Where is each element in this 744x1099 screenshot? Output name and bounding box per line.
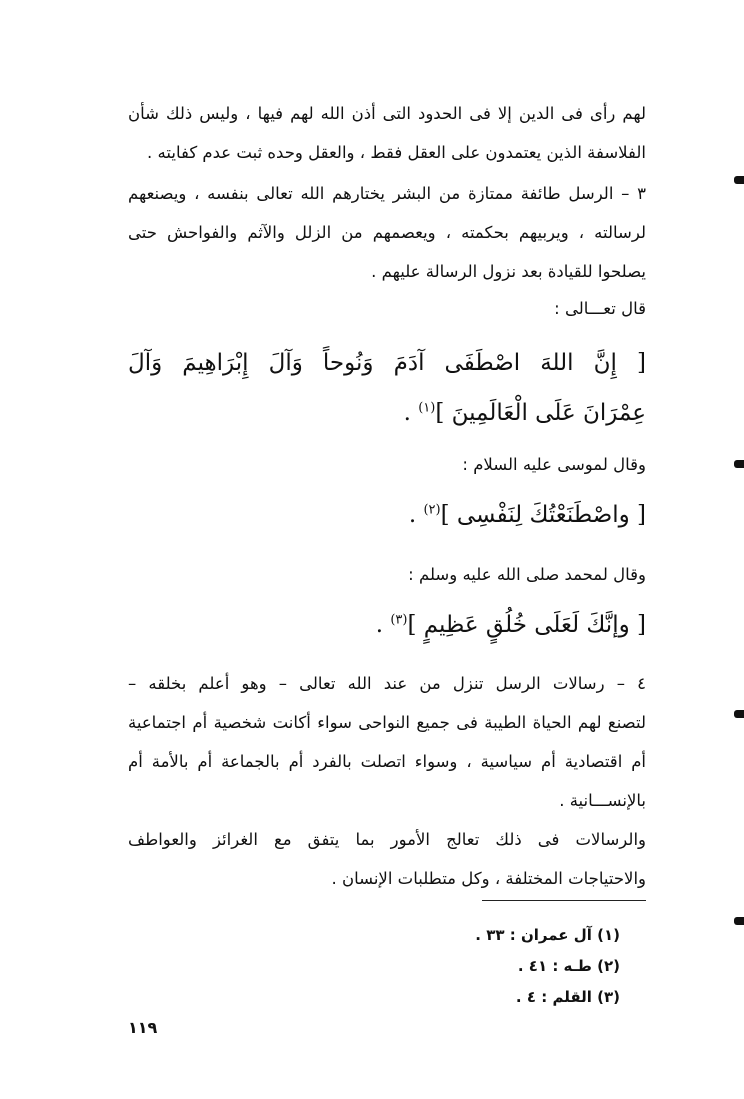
footnote-item: (١) آل عمران : ٣٣ . xyxy=(475,926,620,944)
footnotes xyxy=(440,920,620,1013)
paragraph-3 xyxy=(128,174,646,291)
verse-end: . xyxy=(403,400,411,426)
scan-edge-mark xyxy=(734,460,744,468)
quran-verse-2 xyxy=(128,495,646,535)
text-line: قال تعـــالى : xyxy=(554,299,646,318)
text-line: لهم رأى فى الدين إلا فى الحدود التى أذن الله لهم فيها ، وليس ذلك شأن xyxy=(128,104,646,123)
footnote-item: (٢) طـه : ٤١ . xyxy=(517,957,620,975)
verse-line xyxy=(128,388,646,438)
page-number: ١١٩ xyxy=(128,1018,158,1037)
quran-verse-1 xyxy=(128,338,646,438)
footnote-ref: (١) xyxy=(418,400,436,416)
text-line: ٤ – رسالات الرسل تنزل من عند الله تعالى – وهو أعلم بخلقه – xyxy=(128,674,646,693)
text-line: بالإنســـانية . xyxy=(559,791,646,810)
text-line: الفلاسفة الذين يعتمدون على العقل فقط ، والعقل وحده ثبت عدم كفايته . xyxy=(147,143,646,162)
text-line: لتصنع لهم الحياة الطيبة فى جميع النواحى سواء أكانت شخصية أم اجتماعية xyxy=(128,713,646,732)
paragraph-4 xyxy=(128,664,646,820)
quote-intro-3 xyxy=(128,555,646,594)
quote-intro-1 xyxy=(128,289,646,328)
scan-edge-mark xyxy=(734,176,744,184)
footnote-ref: (٣) xyxy=(390,612,408,628)
paragraph-5 xyxy=(128,820,646,898)
quran-verse-3 xyxy=(128,605,646,645)
quote-intro-2 xyxy=(128,445,646,484)
verse-text: [ وإنَّكَ لَعَلَى خُلُقٍ عَظِيمٍ ] xyxy=(407,612,646,638)
scan-edge-mark xyxy=(734,917,744,925)
paragraph-intro xyxy=(128,94,646,172)
verse-text: عِمْرَانَ عَلَى الْعَالَمِينَ ] xyxy=(435,400,646,426)
verse-end: . xyxy=(408,502,417,528)
footnote-item: (٣) القلم : ٤ . xyxy=(515,988,620,1006)
verse-line: [ إِنَّ اللهَ اصْطَفَى آدَمَ وَنُوحاً وَآلَ إِبْرَاهِيمَ وَآلَ xyxy=(128,350,646,376)
text-line: والاحتياجات المختلفة ، وكل متطلبات الإنسان . xyxy=(331,869,646,888)
text-line: وقال لموسى عليه السلام : xyxy=(462,455,646,474)
text-line: يصلحوا للقيادة بعد نزول الرسالة عليهم . xyxy=(371,262,646,281)
text-line: لرسالته ، ويربيهم بحكمته ، ويعصمهم من الزلل والآثم والفواحش حتى xyxy=(128,223,646,242)
text-line: أم اقتصادية أم سياسية ، وسواء اتصلت بالفرد أم بالجماعة أم بالأمة أم xyxy=(128,752,646,771)
scan-edge-mark xyxy=(734,710,744,718)
footnote-separator xyxy=(482,900,646,901)
text-line: ٣ – الرسل طائفة ممتازة من البشر يختارهم الله تعالى بنفسه ، ويصنعهم xyxy=(128,184,646,203)
footnote-ref: (٢) xyxy=(423,502,441,518)
verse-text: [ واصْطَنَعْتُكَ لِنَفْسِى ] xyxy=(440,502,646,528)
text-line: وقال لمحمد صلى الله عليه وسلم : xyxy=(408,565,646,584)
verse-end: . xyxy=(375,612,384,638)
text-line: والرسالات فى ذلك تعالج الأمور بما يتفق مع الغرائز والعواطف xyxy=(128,830,646,849)
